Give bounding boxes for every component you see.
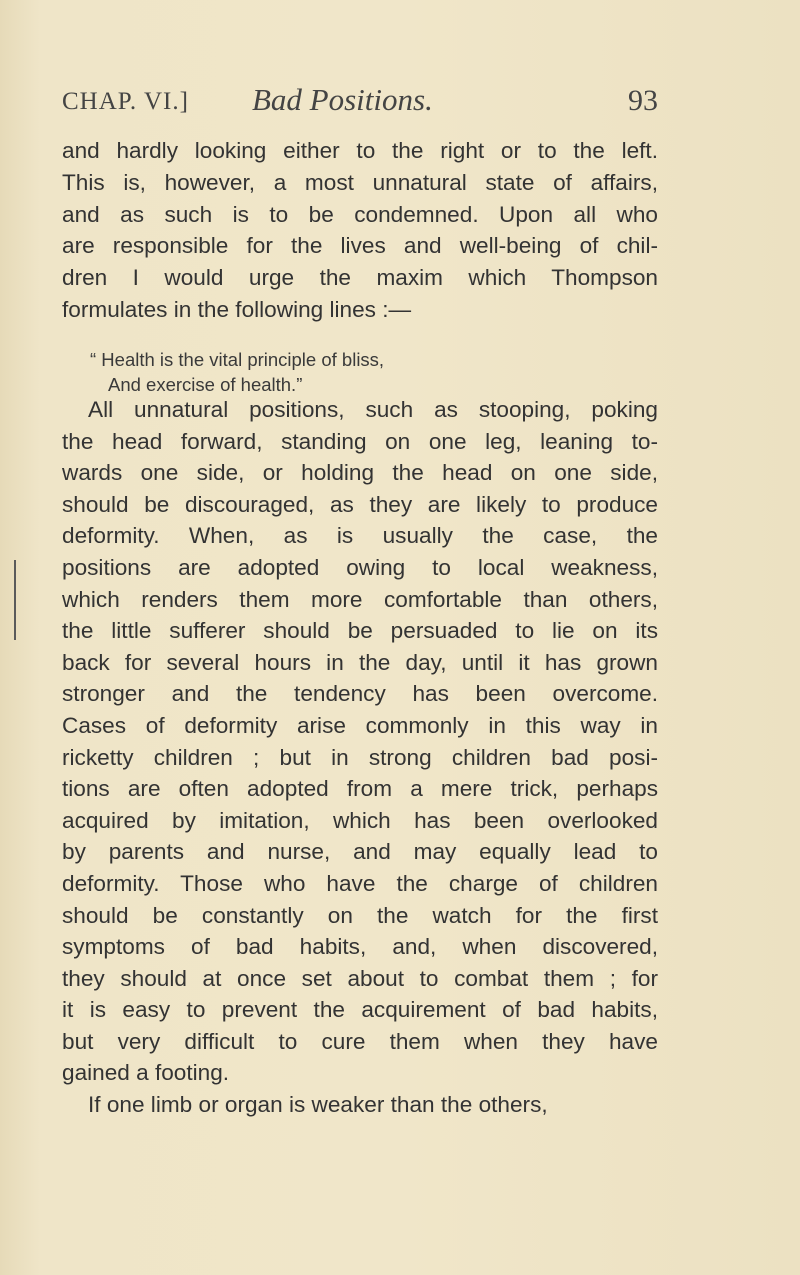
page-edge-mark	[14, 560, 16, 640]
paragraph-2	[62, 394, 658, 1121]
running-title: Bad Positions.	[252, 82, 433, 117]
text-line: dren I would urge the maxim which Thompson	[62, 265, 658, 291]
text-line: are responsible for the lives and well-being of chil-	[62, 233, 658, 259]
text-line: but very difficult to cure them when they have	[62, 1028, 658, 1054]
quote-line: “ Health is the vital principle of bliss,	[90, 349, 385, 370]
text-line: formulates in the following lines :—	[62, 296, 412, 322]
verse-quote	[62, 347, 658, 397]
text-line: and hardly looking either to the right or to the left.	[62, 138, 658, 163]
text-line: the little sufferer should be persuaded to lie on its	[62, 618, 658, 644]
paragraph-1	[62, 135, 658, 326]
text-line: should be discouraged, as they are likely to produce	[62, 491, 658, 517]
text-line: by parents and nurse, and may equally lead to	[62, 839, 658, 865]
text-line: This is, however, a most unnatural state of affairs,	[62, 169, 658, 195]
text-line: tions are often adopted from a mere trick, perhaps	[62, 776, 658, 802]
text-line: they should at once set about to combat them ; for	[62, 965, 658, 991]
text-line: and as such is to be condemned. Upon all who	[62, 201, 658, 227]
running-header	[62, 82, 658, 122]
text-line: If one limb or organ is weaker than the others,	[88, 1092, 548, 1118]
text-line: All unnatural positions, such as stooping, poking	[88, 397, 658, 422]
text-line: which renders them more comfortable than others,	[62, 586, 658, 612]
text-line: gained a footing.	[62, 1060, 230, 1086]
text-line: deformity. When, as is usually the case, the	[62, 523, 658, 549]
chapter-label: CHAP. VI.]	[62, 88, 189, 115]
text-line: wards one side, or holding the head on one side,	[62, 460, 658, 486]
quote-line: And exercise of health.”	[108, 374, 303, 395]
text-line: ricketty children ; but in strong children bad posi-	[62, 744, 658, 770]
page-number: 93	[628, 84, 658, 117]
text-line: positions are adopted owing to local weakness,	[62, 554, 658, 580]
text-line: should be constantly on the watch for the first	[62, 902, 658, 928]
text-line: the head forward, standing on one leg, leaning to-	[62, 428, 658, 454]
text-line: stronger and the tendency has been overcome.	[62, 681, 658, 707]
text-line: Cases of deformity arise commonly in this way in	[62, 712, 658, 738]
text-line: back for several hours in the day, until it has grown	[62, 649, 658, 675]
text-line: it is easy to prevent the acquirement of bad habits,	[62, 997, 658, 1023]
text-line: deformity. Those who have the charge of children	[62, 870, 658, 896]
text-line: acquired by imitation, which has been overlooked	[62, 807, 658, 833]
text-line: symptoms of bad habits, and, when discovered,	[62, 934, 658, 960]
